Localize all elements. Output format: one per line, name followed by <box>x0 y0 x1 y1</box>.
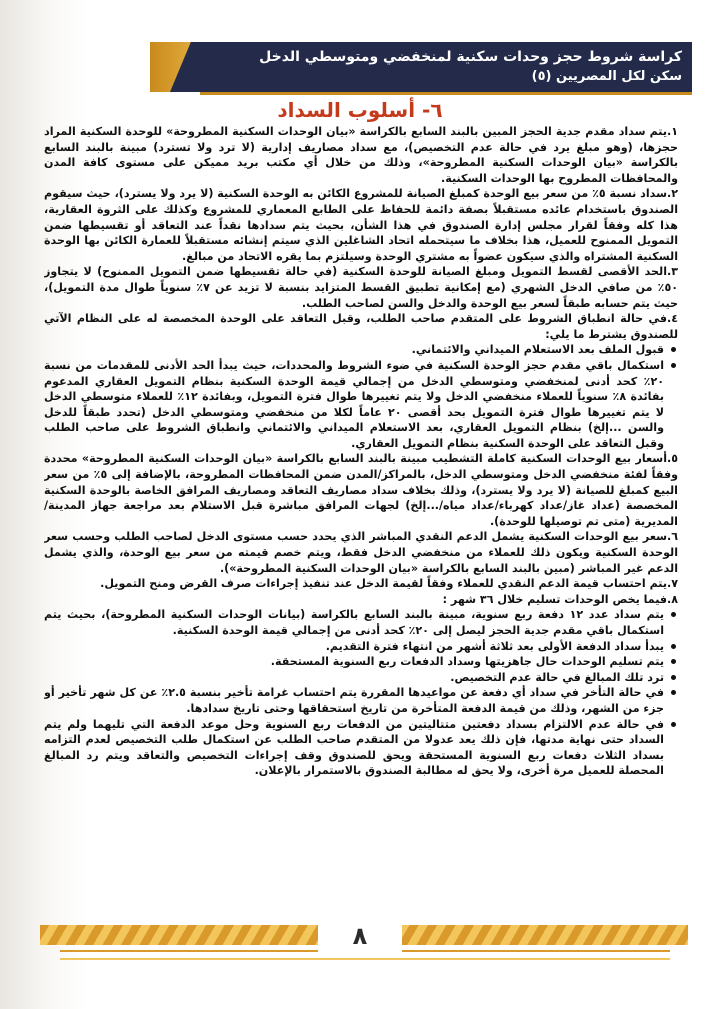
clause-4-bullet <box>44 358 678 452</box>
clause-5: ٥.أسعار بيع الوحدات السكنية كاملة التشطيب مبينة بالبند السابع بالكراسة «بيان الوحدات السكنية المطروحة» محددة وفقاً لفئة منخفضي الدخل ومتوسطي الدخل، بالمراكز/المدن ضمن المحافظات المطروحة، بالإضافة إلى ٥٪ من سعر البيع كمبلغ للصيانة (لا يرد ولا يسترد)، وذلك بخلاف سداد مصاريف التعاقد ومصاريف المرافق الخاصة بالوحدة السكنية المخصصة (عداد غاز/عداد كهرباء/عداد مياه/...إلخ) لجهات المرافق مباشرة قبل الاستلام بعد مراجعة جهاز المدينة/المديرية (متى تم توصيلها للوحدة). <box>44 452 678 528</box>
clause-8-bullet <box>44 717 678 779</box>
bullet-icon <box>671 644 676 649</box>
bullet-text: ترد تلك المبالغ في حالة عدم التخصيص. <box>450 670 664 684</box>
clause-3: ٣.الحد الأقصى لقسط التمويل ومبلغ الصيانة للوحدة السكنية (في حالة تقسيطها ضمن التمويل الممنوح) لا يتجاوز ٥٠٪ من صافي الدخل الشهري (مع إمكانية تطبيق القسط المتزايد بنسبة لا تزيد عن ٧٪ سنوياً طوال مدة التمويل)، حيث يتم حسابه طبقاً لسعر بيع الوحدة والدخل والسن لصاحب الطلب. <box>44 265 678 310</box>
clause-8: ٨.فيما يخص الوحدات تسليم خلال ٣٦ شهر : <box>442 592 678 606</box>
clause-2: ٢.سداد نسبة ٥٪ من سعر بيع الوحدة كمبلغ الصيانة للمشروع الكائن به الوحدة السكنية (لا يرد ولا يسترد)، حيث سيقوم الصندوق باستخدام عائده مستقبلاً بصفة دائمة للحفاظ على الطابع المعماري للمشروع وكذلك على الثروة العقارية، هذا كله وفقاً لقرار مجلس إدارة الصندوق في هذا الشأن، بحيث يتم سدادها نقداً عند التعاقد أو تقسيطها ضمن التمويل الممنوح للعميل، هذا بخلاف ما سيتحمله اتحاد الشاغلين الذي سيتم إنشائه مستقبلاً للعمارة الكائن بها الوحدة السكنية المشتراه والذي سيكون عضواً به مشتري الوحدة وسيلتزم بما يقره الاتحاد من مبالغ. <box>44 187 678 263</box>
page-number: ٨ <box>352 922 368 950</box>
clause-8-bullet <box>44 607 678 638</box>
header-title: كراسة شروط حجز وحدات سكنية لمنخفضي ومتوسطي الدخل <box>259 49 682 65</box>
bullet-icon <box>671 363 676 368</box>
clause-4-bullet <box>44 342 678 358</box>
clause-8-bullet <box>44 654 678 670</box>
clause-8-bullet <box>44 670 678 686</box>
clause-7: ٧.يتم احتساب قيمة الدعم النقدي للعملاء وفقاً لقيمة الدخل عند تنفيذ إجراءات صرف القرض ومنح التمويل. <box>100 577 678 591</box>
bullet-text: يبدأ سداد الدفعة الأولى بعد ثلاثة أشهر من انتهاء فترة التقديم. <box>325 639 664 653</box>
bullet-text: في حالة التأخر في سداد أي دفعة عن مواعيدها المقررة يتم احتساب غرامة تأخير بنسبة ٢.٥٪ عن كل شهر تأخير أو جزء من الشهر، وذلك من قيمة الدفعة المتأخرة من تاريخ استحقاقها وحتى تاريخ سدادها. <box>44 686 664 715</box>
clause-8-bullet <box>44 639 678 655</box>
bullet-text: استكمال باقي مقدم حجز الوحدة السكنية في ضوء الشروط والمحددات، حيث يبدأ الحد الأدنى للمقدمات من نسبة ٢٠٪ كحد أدنى لمنخفضي ومتوسطي الدخل من إجمالي قيمة الوحدة السكنية بنظام التمويل العقاري المدعوم بفائدة ٨٪ سنوياً للعملاء منخفضي الدخل ولا يتم تغييرها طوال فترة التمويل، وبفائدة ١٢٪ للعملاء متوسطي الدخل لا يتم تغييرها طوال فترة التمويل بحد أقصى ٢٠ عاماً لكلا من منخفضي ومتوسطي الدخل (تحدد طبقاً للدخل والسن ...إلخ) بنظام التمويل العقاري، بعد الاستعلام الميداني والائتماني وانطباق الشروط على صاحب الطلب وقبل التعاقد على الوحدة السكنية بنظام التمويل العقاري. <box>44 358 664 450</box>
bullet-icon <box>671 722 676 727</box>
bullet-icon <box>671 690 676 695</box>
bullet-icon <box>671 612 676 617</box>
header-subtitle: سكن لكل المصريين (٥) <box>531 69 682 84</box>
bullet-text: في حالة عدم الالتزام بسداد دفعتين متتاليتين من الدفعات ربع السنوية وحل موعد الدفعة التي تليهما ولم يتم السداد حتى نهاية مدتها، فإن ذلك يعد عدولا من المتقدم صاحب الطلب عن استكمال طلب التخصيص لعدم التزامه بسداد الثلاث دفعات ربع السنوية المستحقة ويحق للصندوق وقف إجراءات التخصيص والتعاقد ويتم رد المبالغ المحصلة للعميل مرة أخرى، ولا يحق له مطالبة الصندوق بالاستمرار بالإعلان. <box>44 717 664 778</box>
clause-8-bullet <box>44 685 678 716</box>
clause-4: ٤.في حالة انطباق الشروط على المتقدم صاحب الطلب، وقبل التعاقد على الوحدة المخصصة له على النظام الآتي للصندوق يشترط ما يلي: <box>44 312 678 341</box>
bullet-icon <box>671 659 676 664</box>
payment-terms-body <box>44 124 678 852</box>
section-title: ٦- أسلوب السداد <box>277 98 443 122</box>
bullet-icon <box>671 347 676 352</box>
bullet-icon <box>671 675 676 680</box>
bullet-text: يتم تسليم الوحدات حال جاهزيتها وسداد الدفعات ربع السنوية المستحقة. <box>270 655 664 669</box>
bullet-text: يتم سداد عدد ١٢ دفعة ربع سنوية، مبينة بالبند السابع بالكراسة (بيانات الوحدات السكنية المطروحة)، بحيث يتم استكمال باقي مقدم جدية الحجز ليصل إلى ٢٠٪ كحد أدنى من إجمالي قيمة الوحدة السكنية. <box>44 608 664 637</box>
bullet-text: قبول الملف بعد الاستعلام الميداني والائتماني. <box>411 343 664 357</box>
clause-1: ١.يتم سداد مقدم جدية الحجز المبين بالبند السابع بالكراسة «بيان الوحدات السكنية المطروحة» للوحدة السكنية المراد حجزها، (وهو مبلغ يرد في حالة عدم التخصيص)، مع سداد مصاريف إدارية (لا ترد ولا تسترد) مبينة بالبند السابع بالكراسة «بيان الوحدات السكنية المطروحة»، وذلك من خلال أي مكتب بريد مميكن على مستوى كافة المدن والمحافظات المطروح بها الوحدات السكنية. <box>44 125 678 185</box>
clause-6: ٦.سعر بيع الوحدات السكنية يشمل الدعم النقدي المباشر الذي يحدد حسب مستوى الدخل لصاحب الطلب وحسب سعر الوحدة السكنية ويكون ذلك للعملاء من منخفضي الدخل فقط، ويتم خصم قيمته من سعر بيع الوحدة، والذي يشمل الدعم غير المباشر (مبين بالبند السابع بالكراسة «بيان الوحدات السكنية المطروحة»). <box>44 530 678 575</box>
header-underline <box>200 92 692 95</box>
